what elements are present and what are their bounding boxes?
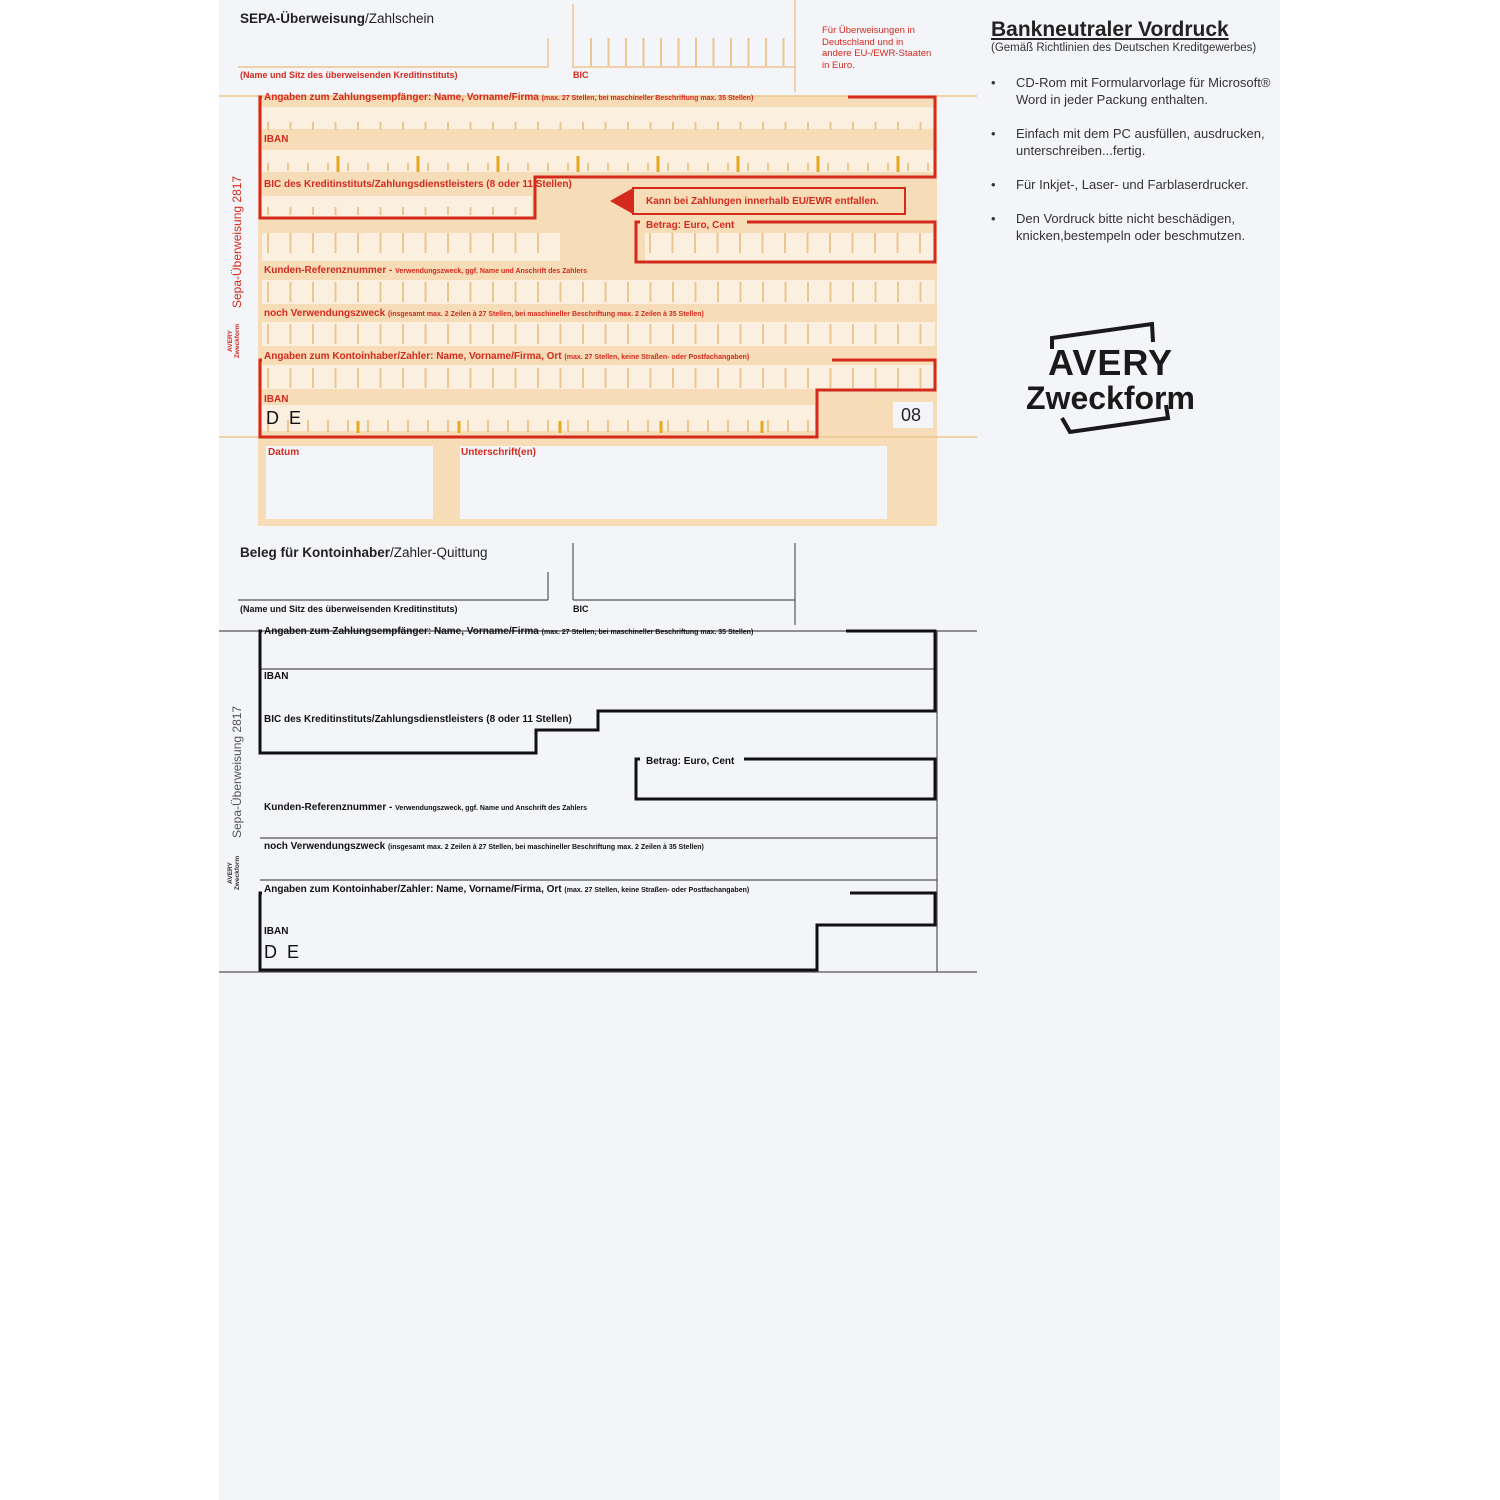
form2-amount-label: Betrag: Euro, Cent [646,756,735,767]
form1-iban-label: IBAN [264,134,289,145]
form1-country-code: DE [266,408,312,428]
info-bullet: • Einfach mit dem PC ausfüllen, ausdrucken, unterschreiben...fertig. [991,125,1276,159]
form1-eu-note: Für Überweisungen in Deutschland und in andere EU-/EWR-Staaten in Euro. [822,25,932,71]
form2-purpose2-label: noch Verwendungszweck (insgesamt max. 2 Zeilen à 27 Stellen, bei maschineller Beschriftung max. 2 Zeilen à 35 Stellen) [264,841,704,852]
form1-code: 08 [901,405,922,425]
form1-bic-label: BIC des Kreditinstituts/Zahlungsdienstleisters (8 oder 11 Stellen) [264,179,572,190]
form2-mini-logo: AVERY Zweckform [227,855,241,891]
form2-reference-label: Kunden-Referenznummer - Verwendungszweck, ggf. Name und Anschrift des Zahlers [264,802,588,813]
form2-title: Beleg für Kontoinhaber/Zahler-Quittung [240,545,488,560]
brand-logo-avery: AVERY [1048,342,1174,383]
form2-country-code: DE [264,942,310,962]
form2-iban-label: IBAN [264,671,289,682]
form2-payer-iban-label: IBAN [264,926,289,937]
form1-signature-label: Unterschrift(en) [461,447,537,458]
form1-amount-label: Betrag: Euro, Cent [646,220,735,231]
info-bullet: • Den Vordruck bitte nicht beschädigen, knicken,bestempeln oder beschmutzen. [991,210,1276,244]
form1-reference-label: Kunden-Referenznummer - Verwendungszweck, ggf. Name und Anschrift des Zahlers [264,265,588,276]
form2-payer-label: Angaben zum Kontoinhaber/Zahler: Name, Vorname/Firma, Ort (max. 27 Stellen, keine Straßen- oder Postfachangaben) [264,884,750,895]
form2-bic-label: BIC des Kreditinstituts/Zahlungsdienstleisters (8 oder 11 Stellen) [264,714,572,725]
form1-bank-label: (Name und Sitz des überweisenden Kreditinstituts) [240,70,458,80]
form1-bic-top-label: BIC [573,70,589,80]
form1-title: SEPA-Überweisung/Zahlschein [240,11,435,26]
info-bullet: • Für Inkjet-, Laser- und Farblaserdrucker. [991,176,1276,193]
form2-payee-label: Angaben zum Zahlungsempfänger: Name, Vorname/Firma (max. 27 Stellen, bei maschineller Beschriftung max. 35 Stellen) [264,626,754,637]
form1-mini-logo: AVERY Zweckform [227,323,241,359]
form1-payer-iban-label: IBAN [264,394,289,405]
form2-side-text: Sepa-Überweisung 2817 [230,705,244,838]
form1-arrow-note: Kann bei Zahlungen innerhalb EU/EWR entfallen. [646,196,879,207]
form1-payer-label: Angaben zum Kontoinhaber/Zahler: Name, Vorname/Firma, Ort (max. 27 Stellen, keine Straßen- oder Postfachangaben) [264,351,750,362]
form1-date-label: Datum [268,447,300,458]
info-subtitle: (Gemäß Richtlinien des Deutschen Kreditgewerbes) [991,42,1257,54]
brand-logo-zweckform: Zweckform [1026,380,1195,416]
info-bullet: • CD-Rom mit Formularvorlage für Microsoft® Word in jeder Packung enthalten. [991,74,1276,108]
form1-payee-label: Angaben zum Zahlungsempfänger: Name, Vorname/Firma (max. 27 Stellen, bei maschineller Beschriftung max. 35 Stellen) [264,92,754,103]
form1-side-text: Sepa-Überweisung 2817 [230,175,244,308]
form2-bank-label: (Name und Sitz des überweisenden Kreditinstituts) [240,604,458,614]
info-title: Bankneutraler Vordruck [991,18,1229,41]
form2-bic-top-label: BIC [573,604,589,614]
form1-purpose2-label: noch Verwendungszweck (insgesamt max. 2 Zeilen à 27 Stellen, bei maschineller Beschriftung max. 2 Zeilen à 35 Stellen) [264,308,704,319]
